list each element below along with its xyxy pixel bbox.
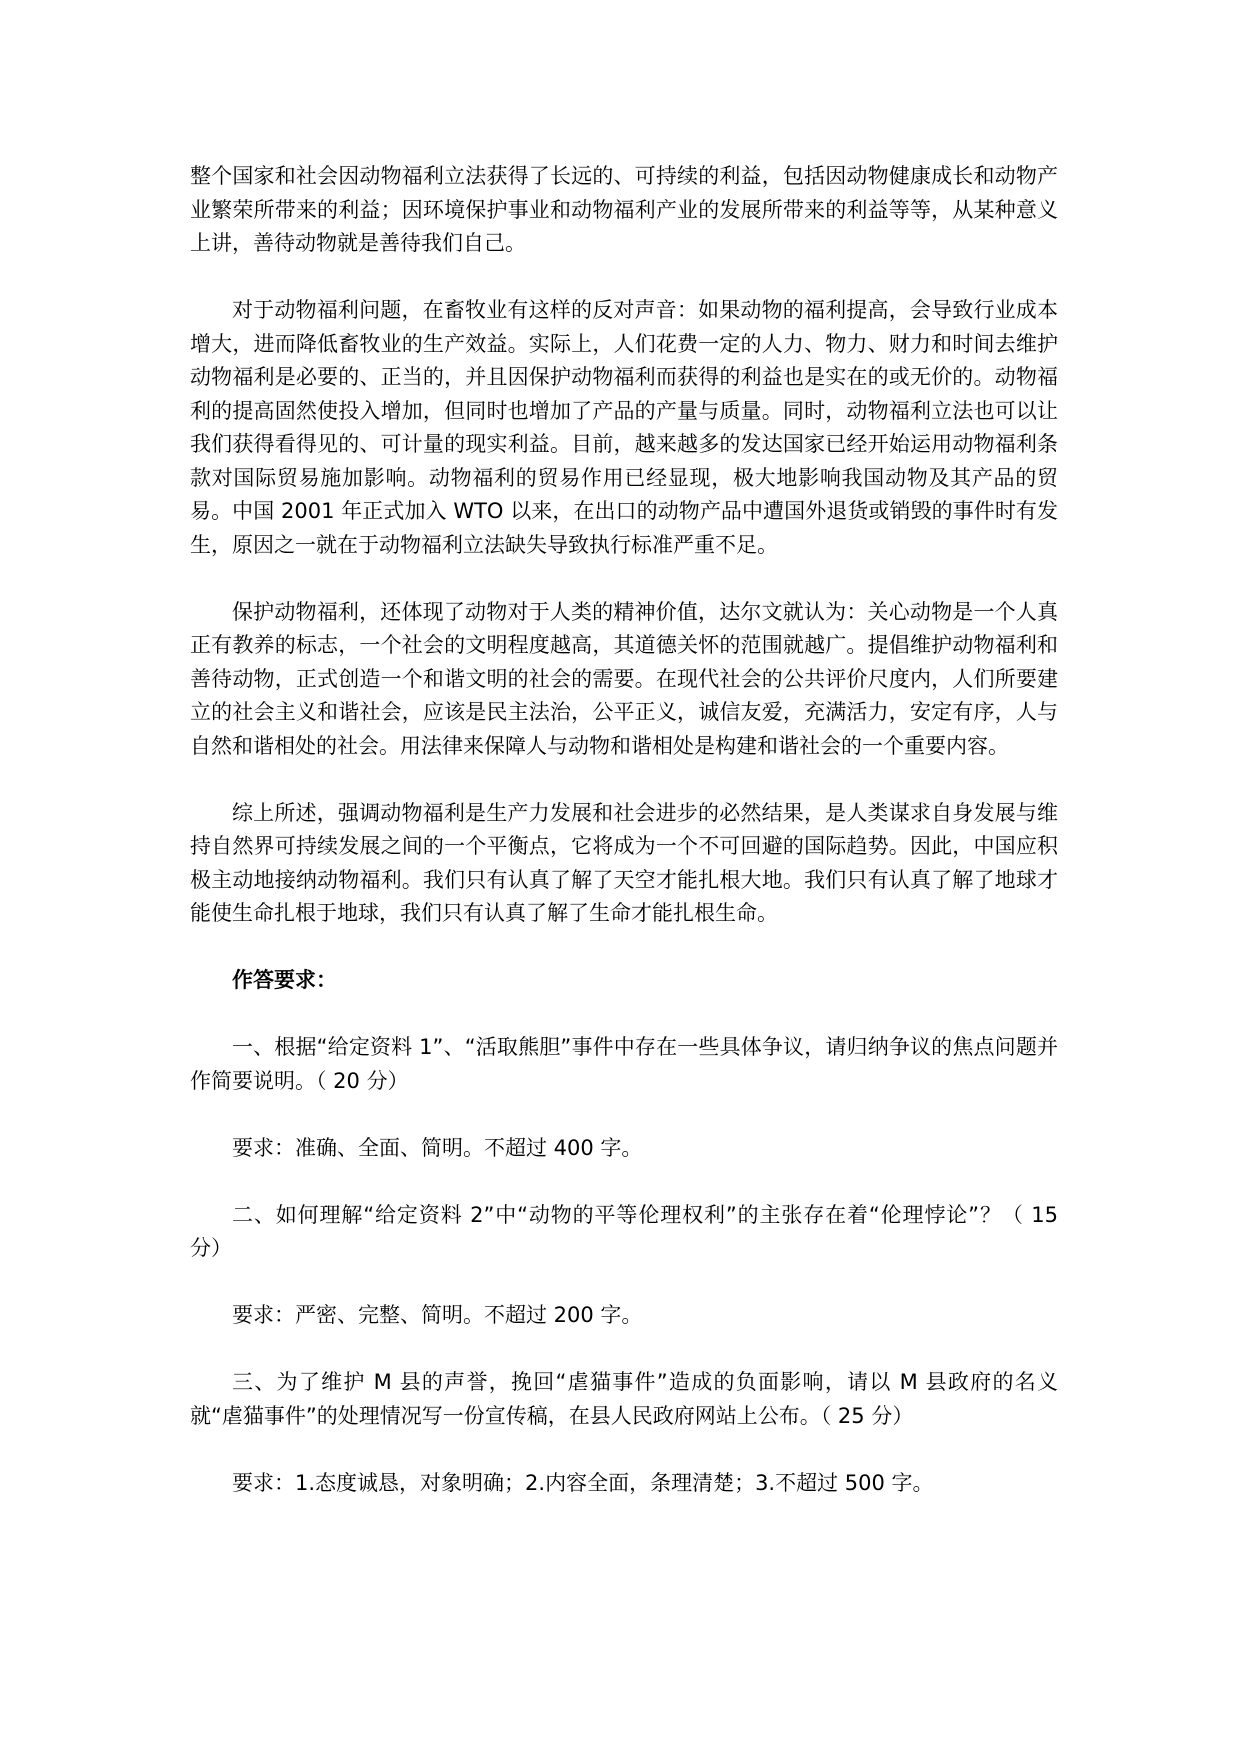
document-page [190, 160, 1058, 1534]
question-2-text: 二、如何理解“给定资料 2”中“动物的平等伦理权利”的主张存在着“伦理悖论”？（ 15 分） [190, 1202, 1058, 1260]
requirements-heading: 作答要求： [232, 968, 337, 992]
question-3-text: 三、为了维护 M 县的声誉，挽回“虐猫事件”造成的负面影响，请以 M 县政府的名义就“虐猫事件”的处理情况写一份宣传稿，在县人民政府网站上公布。（ 25 分） [190, 1370, 1058, 1428]
body-paragraph-1: 整个国家和社会因动物福利立法获得了长远的、可持续的利益，包括因动物健康成长和动物产业繁荣所带来的利益；因环境保护事业和动物福利产业的发展所带来的利益等等，从某种意义上讲，善待动物就是善待我们自己。 [190, 164, 1058, 255]
question-1-text: 一、根据“给定资料 1”、“活取熊胆”事件中存在一些具体争议，请归纳争议的焦点问题并作简要说明。（ 20 分） [190, 1035, 1058, 1093]
body-paragraph-2: 对于动物福利问题，在畜牧业有这样的反对声音：如果动物的福利提高，会导致行业成本增大，进而降低畜牧业的生产效益。实际上，人们花费一定的人力、物力、财力和时间去维护动物福利是必要的、正当的，并且因保护动物福利而获得的利益也是实在的或无价的。动物福利的提高固然使投入增加，但同时也增加了产品的产量与质量。同时，动物福利立法也可以让我们获得看得见的、可计量的现实利益。目前，越来越多的发达国家已经开始运用动物福利条款对国际贸易施加影响。动物福利的贸易作用已经显现，极大地影响我国动物及其产品的贸易。中国 2001 年正式加入 WTO 以来，在出口的动物产品中遭国外退货或销毁的事件时有发生，原因之一就在于动物福利立法缺失导致执行标准严重不足。 [190, 298, 1058, 557]
question-3-requirement: 要求：1.态度诚恳，对象明确；2.内容全面，条理清楚；3.不超过 500 字。 [232, 1470, 934, 1495]
question-2-requirement: 要求：严密、完整、简明。不超过 200 字。 [232, 1303, 643, 1327]
question-1-requirement: 要求：准确、全面、简明。不超过 400 字。 [232, 1135, 643, 1160]
body-paragraph-4: 综上所述，强调动物福利是生产力发展和社会进步的必然结果，是人类谋求自身发展与维持自然界可持续发展之间的一个平衡点，它将成为一个不可回避的国际趋势。因此，中国应积极主动地接纳动物福利。我们只有认真了解了天空才能扎根大地。我们只有认真了解了地球才能使生命扎根于地球，我们只有认真了解了生命才能扎根生命。 [190, 800, 1058, 925]
body-paragraph-3: 保护动物福利，还体现了动物对于人类的精神价值，达尔文就认为：关心动物是一个人真正有教养的标志，一个社会的文明程度越高，其道德关怀的范围就越广。提倡维护动物福利和善待动物，正式创造一个和谐文明的社会的需要。在现代社会的公共评价尺度内，人们所要建立的社会主义和谐社会，应该是民主法治，公平正义，诚信友爱，充满活力，安定有序，人与自然和谐相处的社会。用法律来保障人与动物和谐相处是构建和谐社会的一个重要内容。 [190, 599, 1058, 758]
